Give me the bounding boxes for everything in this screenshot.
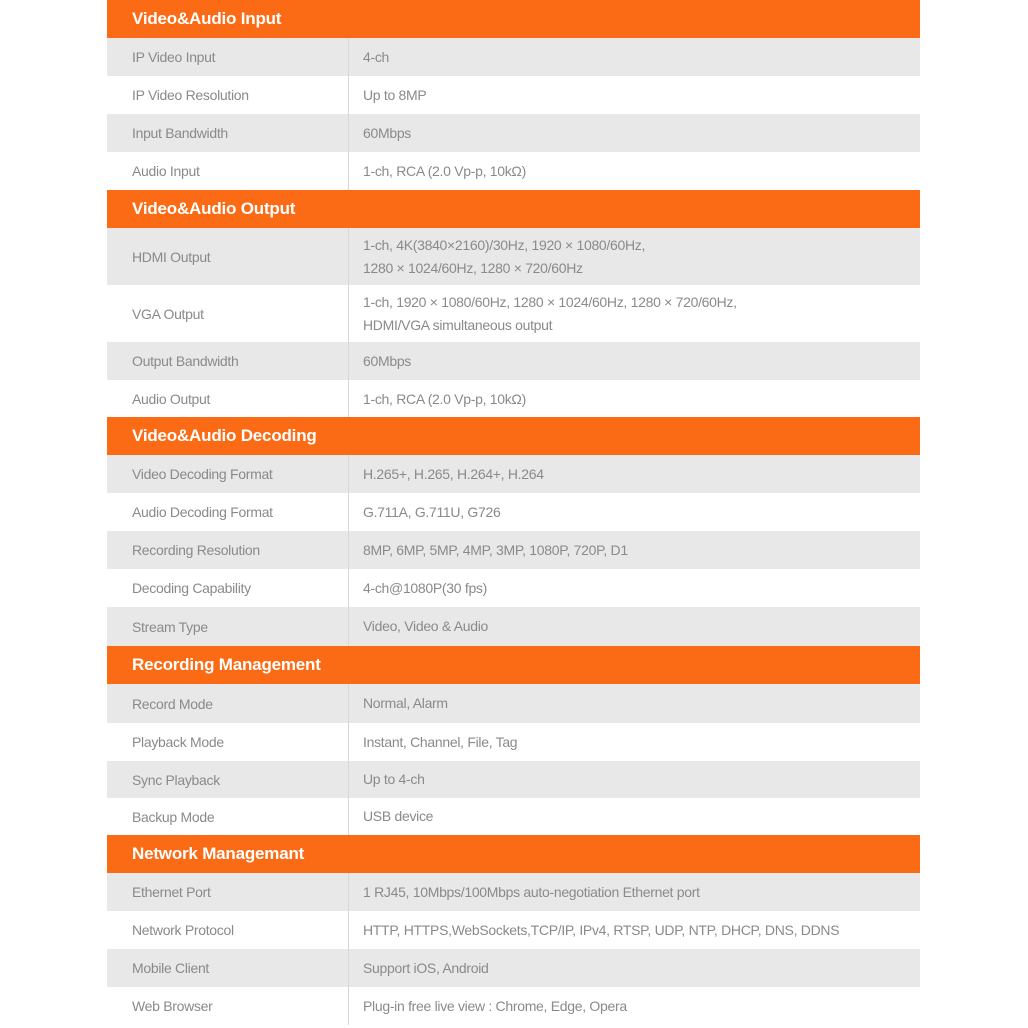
spec-row-backup-mode [107, 798, 920, 835]
spec-row-recording-resolution [107, 531, 920, 569]
spec-value-line: Up to 8MP [363, 86, 427, 103]
spec-label: Video Decoding Format [107, 455, 349, 493]
spec-label: Web Browser [107, 987, 349, 1025]
spec-row-decoding-capability [107, 569, 920, 607]
spec-label: Playback Mode [107, 723, 349, 761]
spec-value [349, 723, 920, 761]
spec-value-line: USB device [363, 808, 434, 824]
spec-row-audio-output [107, 380, 920, 418]
spec-label: Audio Input [107, 152, 349, 190]
spec-value-line: 1-ch, 1920 × 1080/60Hz, 1280 × 1024/60Hz, 1280 × 720/60Hz, [363, 293, 737, 310]
spec-row-hdmi-output [107, 228, 920, 285]
spec-value-line: HDMI/VGA simultaneous output [363, 316, 553, 333]
spec-row-input-bandwidth [107, 114, 920, 152]
spec-section-video-and-audio-decoding [107, 417, 920, 646]
spec-value [349, 949, 920, 987]
spec-row-ip-video-input [107, 38, 920, 76]
spec-section-video-and-audio-input [107, 0, 920, 190]
spec-value [349, 114, 920, 152]
spec-row-vga-output [107, 285, 920, 342]
spec-value-line: HTTP, HTTPS,WebSockets,TCP/IP, IPv4, RTSP, UDP, NTP, DHCP, DNS, DDNS [363, 921, 840, 938]
spec-row-audio-decoding-format [107, 493, 920, 531]
spec-section-network-managemant [107, 835, 920, 1025]
spec-value-line: H.265+, H.265, H.264+, H.264 [363, 465, 544, 482]
spec-value-line: 60Mbps [363, 124, 412, 141]
spec-value-line: 60Mbps [363, 352, 412, 369]
spec-value-line: Instant, Channel, File, Tag [363, 733, 518, 750]
spec-label: HDMI Output [107, 228, 349, 285]
spec-label: IP Video Input [107, 38, 349, 76]
spec-value-line: 8MP, 6MP, 5MP, 4MP, 3MP, 1080P, 720P, D1 [363, 541, 628, 558]
spec-row-playback-mode [107, 723, 920, 761]
spec-value [349, 342, 920, 380]
spec-value [349, 873, 920, 911]
spec-row-sync-playback [107, 761, 920, 798]
spec-value [349, 761, 920, 798]
spec-label: Stream Type [107, 607, 349, 646]
spec-value-line: Up to 4-ch [363, 771, 425, 787]
spec-row-web-browser [107, 987, 920, 1025]
spec-value [349, 569, 920, 607]
spec-label: IP Video Resolution [107, 76, 349, 114]
spec-value [349, 798, 920, 835]
spec-value [349, 152, 920, 190]
spec-value [349, 987, 920, 1025]
spec-label: Backup Mode [107, 798, 349, 835]
spec-value [349, 684, 920, 723]
spec-value [349, 38, 920, 76]
spec-label: Mobile Client [107, 949, 349, 987]
section-header: Recording Management [107, 646, 920, 684]
spec-section-recording-management [107, 646, 920, 835]
spec-value-line: 1280 × 1024/60Hz, 1280 × 720/60Hz [363, 259, 583, 276]
spec-label: Audio Output [107, 380, 349, 418]
spec-value [349, 531, 920, 569]
spec-row-record-mode [107, 684, 920, 723]
spec-value-line: 4-ch@1080P(30 fps) [363, 579, 487, 596]
spec-label: VGA Output [107, 285, 349, 342]
spec-value [349, 76, 920, 114]
spec-value-line: 1-ch, RCA (2.0 Vp-p, 10kΩ) [363, 390, 526, 407]
spec-value [349, 285, 920, 342]
spec-value-line: Plug-in free live view : Chrome, Edge, Opera [363, 997, 627, 1014]
spec-value [349, 228, 920, 285]
spec-value [349, 380, 920, 418]
section-header: Video&Audio Input [107, 0, 920, 38]
spec-label: Ethernet Port [107, 873, 349, 911]
spec-value-line: 1-ch, RCA (2.0 Vp-p, 10kΩ) [363, 162, 526, 179]
spec-row-stream-type [107, 607, 920, 646]
spec-label: Record Mode [107, 684, 349, 723]
spec-row-mobile-client [107, 949, 920, 987]
spec-label: Output Bandwidth [107, 342, 349, 380]
spec-row-ethernet-port [107, 873, 920, 911]
spec-value [349, 607, 920, 646]
spec-row-output-bandwidth [107, 342, 920, 380]
spec-value [349, 455, 920, 493]
spec-row-video-decoding-format [107, 455, 920, 493]
spec-value [349, 493, 920, 531]
spec-label: Network Protocol [107, 911, 349, 949]
spec-row-network-protocol [107, 911, 920, 949]
spec-label: Sync Playback [107, 761, 349, 798]
spec-value-line: Support iOS, Android [363, 959, 489, 976]
section-header: Video&Audio Decoding [107, 417, 920, 455]
spec-row-ip-video-resolution [107, 76, 920, 114]
spec-label: Decoding Capability [107, 569, 349, 607]
spec-value [349, 911, 920, 949]
section-header: Video&Audio Output [107, 190, 920, 228]
spec-section-video-and-audio-output [107, 190, 920, 418]
spec-value-line: 1 RJ45, 10Mbps/100Mbps auto-negotiation Ethernet port [363, 883, 700, 900]
spec-value-line: 4-ch [363, 48, 390, 65]
spec-label: Audio Decoding Format [107, 493, 349, 531]
spec-value-line: Normal, Alarm [363, 695, 448, 711]
spec-label: Recording Resolution [107, 531, 349, 569]
section-header: Network Managemant [107, 835, 920, 873]
spec-value-line: 1-ch, 4K(3840×2160)/30Hz, 1920 × 1080/60Hz, [363, 236, 646, 253]
spec-row-audio-input [107, 152, 920, 190]
spec-label: Input Bandwidth [107, 114, 349, 152]
spec-value-line: G.711A, G.711U, G726 [363, 503, 501, 520]
spec-value-line: Video, Video & Audio [363, 618, 489, 634]
